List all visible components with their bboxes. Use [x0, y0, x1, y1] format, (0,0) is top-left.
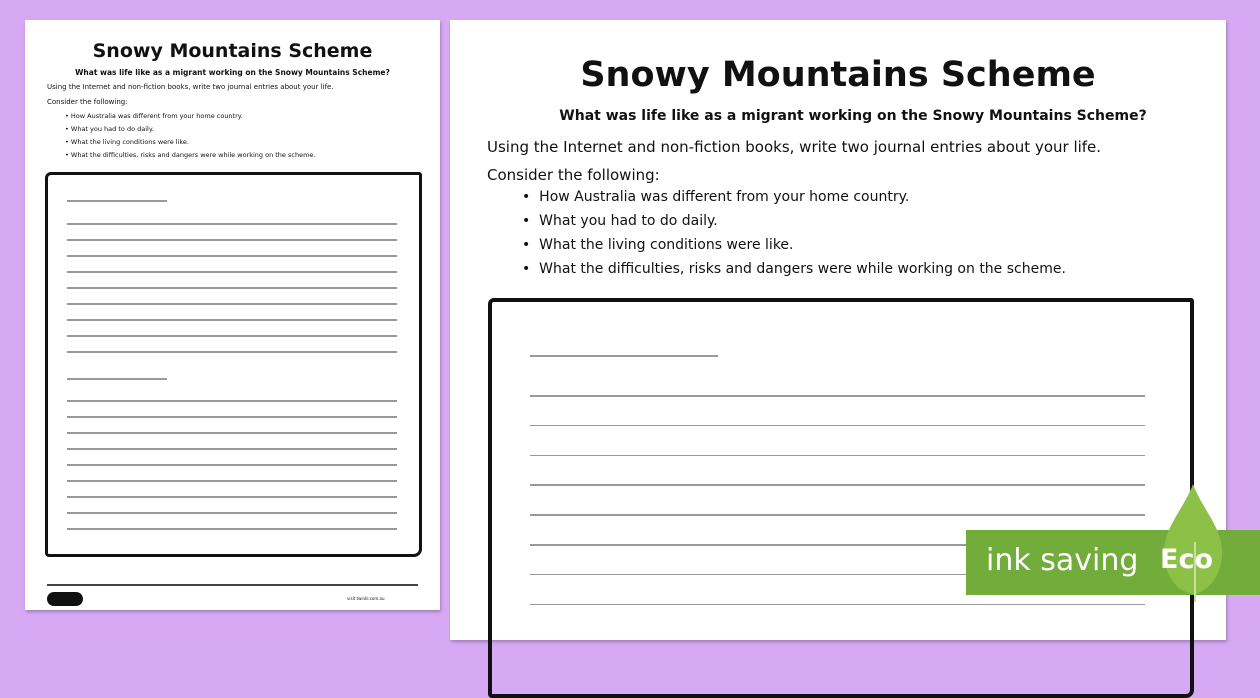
- writing-line: [67, 432, 397, 434]
- writing-line: [67, 287, 397, 289]
- writing-line: [530, 355, 718, 357]
- writing-line: [67, 512, 397, 514]
- journal-box: [488, 298, 1194, 698]
- instruction: Using the Internet and non-fiction books, write two journal entries about your life.: [487, 138, 1102, 156]
- page-title: Snowy Mountains Scheme: [580, 55, 1096, 95]
- writing-line: [67, 200, 167, 202]
- writing-line: [67, 480, 397, 482]
- writing-line: [530, 455, 1145, 457]
- writing-line: [67, 319, 397, 321]
- writing-line: [67, 255, 397, 257]
- bullet: • What you had to do daily.: [65, 125, 154, 133]
- bullet: • What the living conditions were like.: [522, 237, 794, 253]
- writing-line: [67, 239, 397, 241]
- writing-line: [530, 514, 1145, 516]
- bullet: • What the difficulties, risks and dangers were while working on the scheme.: [65, 151, 316, 159]
- consider-label: Consider the following:: [47, 98, 128, 106]
- writing-line: [67, 335, 397, 337]
- writing-line: [67, 416, 397, 418]
- leaf-drop-icon: [1162, 484, 1224, 602]
- writing-line: [67, 448, 397, 450]
- page-title: Snowy Mountains Scheme: [92, 40, 373, 62]
- writing-line: [67, 351, 397, 353]
- consider-label: Consider the following:: [487, 166, 660, 184]
- eco-label: Eco: [1160, 544, 1213, 575]
- bullet: • How Australia was different from your home country.: [65, 112, 243, 120]
- bullet: • What you had to do daily.: [522, 213, 718, 229]
- writing-line: [530, 395, 1145, 397]
- writing-line: [67, 378, 167, 380]
- writing-line: [530, 425, 1145, 427]
- writing-line: [67, 496, 397, 498]
- subtitle: What was life like as a migrant working on the Snowy Mountains Scheme?: [559, 108, 1147, 124]
- footer-url: visit twinkl.com.au: [347, 596, 385, 601]
- footer-divider: [47, 584, 418, 586]
- bullet: • How Australia was different from your home country.: [522, 189, 910, 205]
- writing-line: [67, 303, 397, 305]
- writing-line: [67, 271, 397, 273]
- journal-box: [45, 172, 422, 557]
- ink-saving-label: ink saving: [986, 543, 1139, 578]
- writing-line: [530, 484, 1145, 486]
- instruction: Using the Internet and non-fiction books, write two journal entries about your life.: [47, 83, 334, 91]
- writing-line: [67, 400, 397, 402]
- bullet: • What the difficulties, risks and dangers were while working on the scheme.: [522, 261, 1066, 277]
- writing-line: [67, 464, 397, 466]
- logo: [47, 592, 83, 606]
- writing-line: [67, 528, 397, 530]
- writing-line: [67, 223, 397, 225]
- subtitle: What was life like as a migrant working on the Snowy Mountains Scheme?: [75, 68, 390, 77]
- bullet: • What the living conditions were like.: [65, 138, 189, 146]
- worksheet-thumbnail[interactable]: [25, 20, 440, 610]
- writing-line: [530, 604, 1145, 606]
